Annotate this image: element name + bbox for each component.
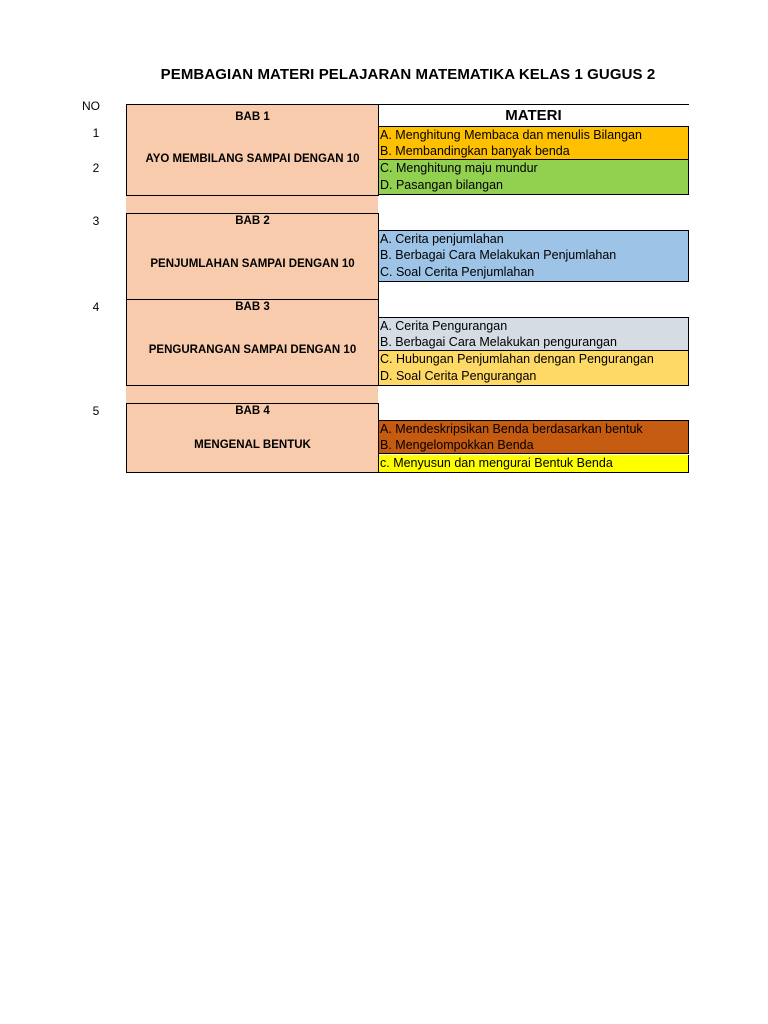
bab-gap-fill: [126, 385, 378, 403]
materi-item: B. Berbagai Cara Melakukan Penjumlahan: [378, 247, 689, 264]
materi-item: A. Cerita penjumlahan: [378, 230, 689, 247]
materi-item: A. Menghitung Membaca dan menulis Bilangan: [378, 126, 689, 143]
materi-item: c. Menyusun dan mengurai Bentuk Benda: [378, 455, 689, 473]
row-number: 1: [92, 126, 100, 140]
bab-block: [126, 213, 379, 300]
bab-title: AYO MEMBILANG SAMPAI DENGAN 10: [145, 153, 360, 165]
bab-label: BAB 3: [235, 301, 270, 313]
materi-item: B. Mengelompokkan Benda: [378, 437, 689, 454]
row-number: 3: [92, 214, 100, 228]
bab-block: [126, 299, 379, 386]
bab-title: MENGENAL BENTUK: [194, 439, 311, 451]
materi-column-header: MATERI: [378, 104, 689, 126]
bab-block: [126, 104, 379, 196]
bab-title: PENGURANGAN SAMPAI DENGAN 10: [148, 344, 357, 356]
materi-item: D. Soal Cerita Pengurangan: [378, 368, 689, 386]
page-title: PEMBAGIAN MATERI PELAJARAN MATEMATIKA KELAS 1 GUGUS 2: [160, 66, 656, 83]
row-number: 4: [92, 300, 100, 314]
row-number: 2: [92, 161, 100, 175]
materi-item: B. Berbagai Cara Melakukan pengurangan: [378, 334, 689, 351]
bab-label: BAB 2: [235, 215, 270, 227]
materi-item: B. Membandingkan banyak benda: [378, 143, 689, 160]
bab-label: BAB 4: [235, 405, 270, 417]
materi-item: D. Pasangan bilangan: [378, 177, 689, 195]
materi-item: A. Mendeskripsikan Benda berdasarkan bentuk: [378, 420, 689, 437]
bab-label: BAB 1: [235, 111, 270, 123]
no-column-header: NO: [82, 99, 100, 113]
bab-block: [126, 403, 379, 473]
row-number: 5: [92, 404, 100, 418]
materi-item: A. Cerita Pengurangan: [378, 317, 689, 334]
materi-item: C. Hubungan Penjumlahan dengan Pengurangan: [378, 351, 689, 368]
bab-title: PENJUMLAHAN SAMPAI DENGAN 10: [150, 258, 355, 270]
materi-item: C. Menghitung maju mundur: [378, 160, 689, 177]
materi-item: C. Soal Cerita Penjumlahan: [378, 264, 689, 282]
bab-gap-fill: [126, 195, 378, 213]
